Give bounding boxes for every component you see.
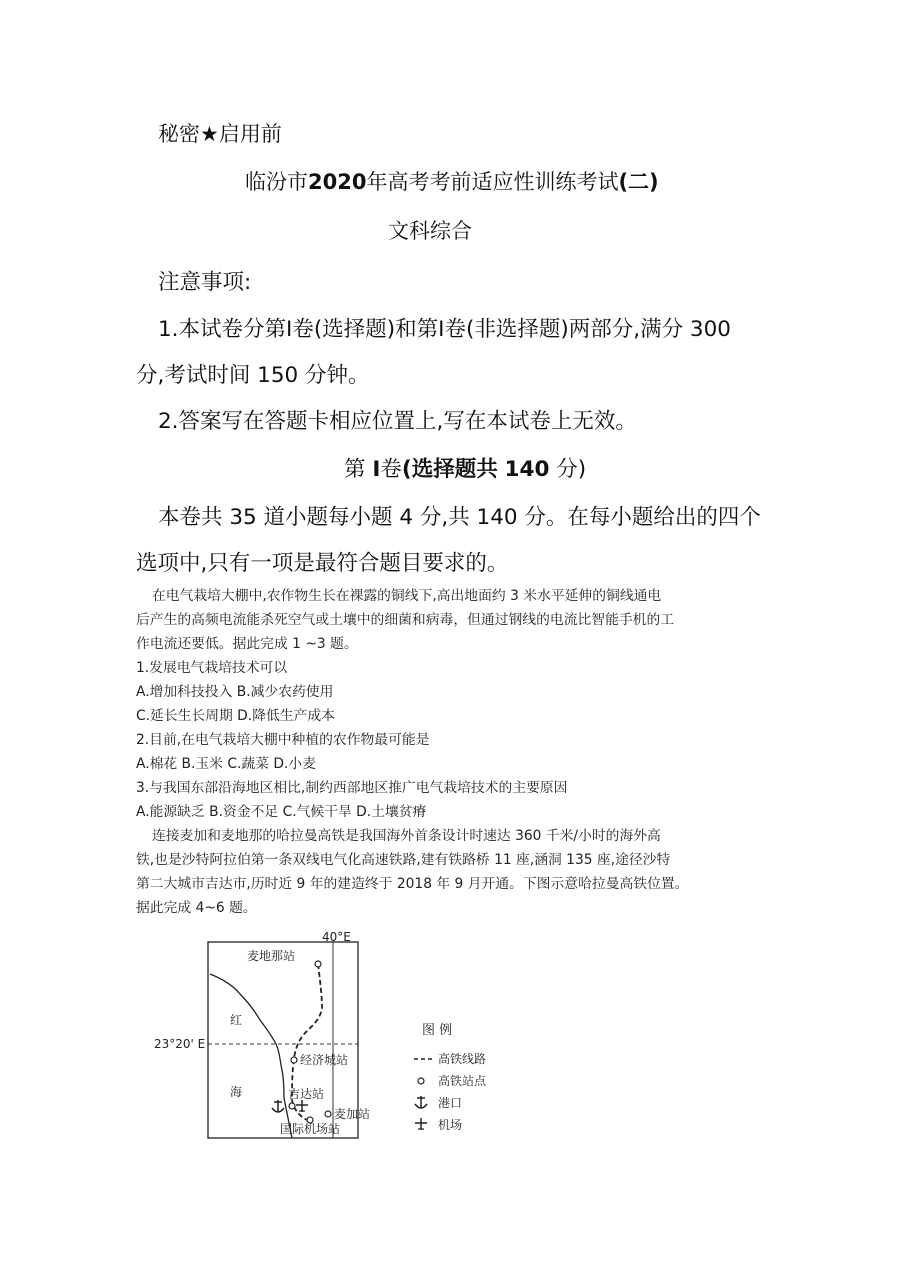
parallel-label: 23°20' E (154, 1037, 206, 1051)
section-title-b: I (372, 457, 381, 482)
red-sea-label-1: 红 (230, 1013, 243, 1027)
econ-city-station-label: 经济城站 (300, 1053, 349, 1067)
red-sea-coastline (210, 974, 292, 1138)
title-main: 年高考考前适应性训练考试 (366, 170, 619, 194)
exam-title (245, 166, 659, 196)
econ-city-station-marker (291, 1057, 297, 1063)
meridian-label: 40°E (322, 930, 351, 944)
section-title-a: 第 (344, 457, 366, 482)
question-2-stem: 2.目前,在电气栽培大棚中种植的农作物最可能是 (136, 732, 430, 748)
section-title-d: (选择题共 (401, 457, 498, 482)
notice-item2: 2.答案写在答题卡相应位置上,写在本试卷上无效。 (158, 409, 637, 434)
section-title (344, 452, 586, 483)
question-1-options-ab: A.增加科技投入 B.减少农药使用 (136, 684, 334, 700)
title-part: (二) (618, 170, 659, 194)
legend-station-symbol (418, 1078, 424, 1084)
passage2-line3: 第二大城市吉达市,历时近 9 年的建造终于 2018 年 9 月开通。下图示意哈拉曼高铁位置。 (136, 876, 689, 892)
legend-port-label: 港口 (438, 1096, 463, 1110)
legend-rail-label: 高铁线路 (438, 1052, 487, 1066)
medina-station-label: 麦地那站 (247, 949, 296, 963)
title-city: 临汾市 (245, 170, 308, 194)
passage2-line4: 据此完成 4~6 题。 (136, 900, 257, 916)
legend-station-label: 高铁站点 (438, 1074, 487, 1088)
section-title-f: 分) (556, 457, 587, 482)
passage2-line1: 连接麦加和麦地那的哈拉曼高铁是我国海外首条设计时速达 360 千米/小时的海外高 (152, 828, 661, 844)
notice-item1-line1: 1.本试卷分第Ⅰ卷(选择题)和第Ⅰ卷(非选择题)两部分,满分 300 (158, 317, 731, 342)
legend-airport-icon (415, 1118, 427, 1130)
section-title-e: 140 (504, 457, 550, 482)
notice-item1-line2: 分,考试时间 150 分钟。 (136, 363, 370, 388)
jeddah-station-label: 吉达站 (288, 1087, 325, 1101)
airport-plane-icon (296, 1100, 308, 1112)
section-title-c: 卷 (380, 457, 402, 482)
medina-station-marker (315, 961, 321, 967)
mecca-station-marker (325, 1111, 331, 1117)
question-2-options: A.棉花 B.玉米 C.蔬菜 D.小麦 (136, 756, 316, 772)
section-intro-line2: 选项中,只有一项是最符合题目要求的。 (136, 551, 509, 576)
airport-station-label: 国际机场站 (280, 1122, 341, 1136)
jeddah-station-marker (289, 1103, 295, 1109)
red-sea-label-2: 海 (230, 1085, 243, 1099)
question-3-options: A.能源缺乏 B.资金不足 C.气候干旱 D.土壤贫瘠 (136, 804, 427, 820)
subject-title: 文科综合 (388, 219, 472, 243)
legend-port-icon (415, 1096, 427, 1108)
passage1-line1: 在电气栽培大棚中,农作物生长在裸露的铜线下,高出地面约 3 米水平延伸的铜线通电 (152, 588, 662, 604)
legend-airport-label: 机场 (438, 1118, 463, 1132)
question-1-options-cd: C.延长生长周期 D.降低生产成本 (136, 708, 335, 724)
passage1-line2: 后产生的高频电流能杀死空气或土壤中的细菌和病毒，但通过钢线的电流比智能手机的工 (136, 612, 675, 628)
passage1-line3: 作电流还要低。据此完成 1 ~3 题。 (136, 636, 358, 652)
section-intro-line1: 本卷共 35 道小题每小题 4 分,共 140 分。在每小题给出的四个 (158, 505, 761, 530)
map-legend (414, 1023, 487, 1132)
passage2-line2: 铁,也是沙特阿拉伯第一条双线电气化高速铁路,建有铁路桥 11 座,涵洞 135 座,途径沙特 (136, 852, 671, 868)
secret-label: 秘密★启用前 (158, 122, 282, 146)
port-anchor-icon (272, 1100, 284, 1112)
notice-heading: 注意事项: (158, 270, 252, 295)
legend-title: 图 例 (422, 1023, 453, 1038)
question-3-stem: 3.与我国东部沿海地区相比,制约西部地区推广电气栽培技术的主要原因 (136, 780, 568, 796)
question-1-stem: 1.发展电气栽培技术可以 (136, 660, 288, 676)
title-year: 2020 (308, 170, 367, 194)
mecca-station-label: 麦加站 (334, 1107, 371, 1121)
haramain-railway-map (150, 928, 520, 1160)
